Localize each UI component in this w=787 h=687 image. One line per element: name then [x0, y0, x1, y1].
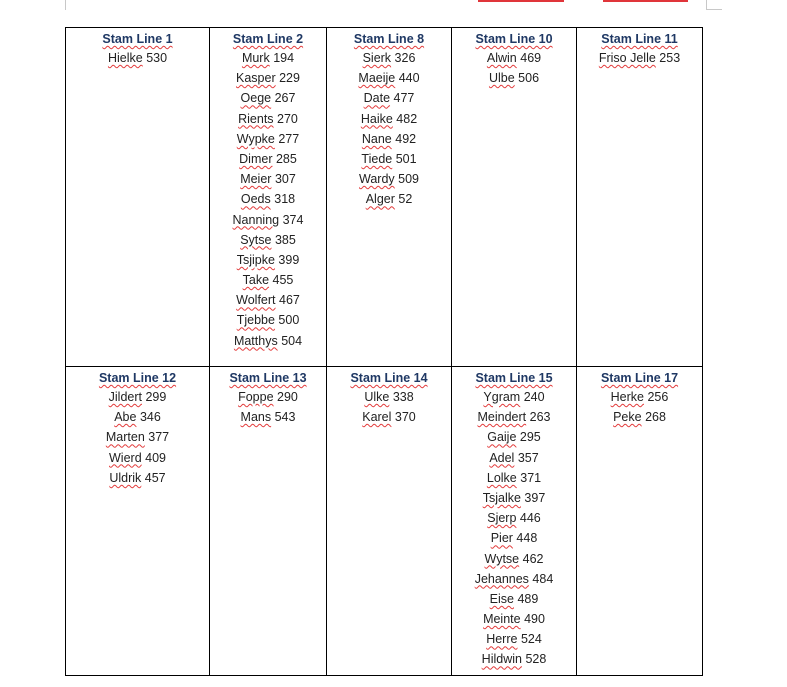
stam-line-header: Stam Line 8	[353, 32, 425, 46]
person-name: Wypke	[236, 131, 275, 146]
name-entry	[210, 210, 326, 230]
person-number: 52	[398, 192, 413, 207]
stam-line-header: Stam Line 14	[350, 371, 428, 385]
name-entry	[452, 68, 576, 88]
person-name: Oeds	[240, 192, 271, 207]
person-name: Alger	[365, 192, 395, 207]
person-name: Karel	[362, 410, 392, 425]
person-name: Ygram	[483, 390, 521, 404]
person-name: Take	[242, 273, 270, 288]
person-name: Meindert	[477, 410, 527, 425]
name-entry	[210, 129, 326, 149]
stam-line-cell[interactable]	[452, 28, 577, 367]
name-entry	[210, 270, 326, 290]
person-name: Oege	[240, 91, 272, 106]
stam-line-cell[interactable]	[452, 367, 577, 676]
person-number: 506	[518, 71, 540, 86]
person-name: Foppe	[238, 390, 274, 404]
person-number: 307	[274, 172, 296, 187]
red-mark	[603, 0, 688, 2]
person-name: Tiede	[361, 151, 393, 166]
name-entry	[210, 230, 326, 250]
person-number: 229	[279, 71, 300, 86]
name-entry	[452, 569, 576, 589]
person-number: 370	[394, 410, 416, 425]
person-name: Rients	[238, 111, 274, 126]
person-name: Sierk	[362, 51, 392, 65]
name-entry	[577, 407, 702, 427]
stam-line-cell[interactable]	[327, 28, 452, 367]
name-entry	[452, 589, 576, 609]
stam-line-cell[interactable]	[577, 367, 703, 676]
person-number: 377	[148, 430, 170, 445]
name-entry	[452, 549, 576, 569]
name-entry	[452, 427, 576, 447]
name-entry	[327, 387, 451, 407]
stam-line-header: Stam Line 15	[475, 371, 553, 385]
person-number: 509	[398, 172, 419, 187]
person-name: Sjerp	[487, 511, 517, 526]
person-name: Uldrik	[109, 470, 142, 485]
name-list	[577, 48, 702, 68]
person-name: Ulbe	[488, 71, 515, 86]
person-number: 397	[524, 490, 546, 505]
stam-line-cell[interactable]	[66, 367, 210, 676]
person-name: Ulke	[364, 390, 390, 404]
name-entry	[210, 88, 326, 108]
name-list	[66, 387, 209, 488]
red-mark	[478, 0, 564, 2]
name-list	[66, 48, 209, 68]
person-number: 504	[281, 333, 303, 348]
person-number: 469	[520, 51, 542, 65]
stam-line-cell[interactable]	[66, 28, 210, 367]
person-number: 467	[279, 293, 300, 308]
person-number: 253	[659, 51, 681, 65]
name-entry	[210, 407, 326, 427]
name-entry	[327, 407, 451, 427]
person-name: Pier	[490, 531, 513, 546]
person-name: Sytse	[240, 232, 272, 247]
name-entry	[327, 149, 451, 169]
name-entry	[210, 387, 326, 407]
name-entry	[452, 528, 576, 548]
person-name: Dimer	[239, 151, 273, 166]
name-entry	[210, 149, 326, 169]
name-entry	[452, 488, 576, 508]
stam-line-cell[interactable]	[210, 28, 327, 367]
person-number: 500	[278, 313, 300, 328]
person-name: Herre	[486, 632, 518, 647]
person-name: Friso Jelle	[598, 51, 656, 65]
name-entry	[452, 508, 576, 528]
person-number: 357	[517, 450, 539, 465]
person-name: Tsjipke	[236, 252, 275, 267]
person-name: Hielke	[107, 51, 143, 65]
person-number: 484	[532, 571, 554, 586]
person-name: Mans	[240, 410, 272, 425]
stam-line-header: Stam Line 10	[475, 32, 553, 46]
name-entry	[327, 48, 451, 68]
person-number: 263	[529, 410, 551, 425]
name-entry	[327, 169, 451, 189]
person-number: 528	[525, 652, 547, 667]
person-name: Wolfert	[236, 293, 276, 308]
stam-line-cell[interactable]	[577, 28, 703, 367]
person-name: Alwin	[486, 51, 517, 65]
name-entry	[577, 48, 702, 68]
person-name: Hildwin	[481, 652, 522, 667]
person-number: 462	[522, 551, 544, 566]
page-corner-mark	[706, 9, 722, 10]
person-number: 448	[516, 531, 538, 546]
name-entry	[210, 169, 326, 189]
person-name: Date	[363, 91, 391, 106]
person-number: 440	[398, 71, 420, 86]
name-entry	[452, 649, 576, 669]
table-row	[66, 367, 703, 676]
person-name: Matthys	[233, 333, 278, 348]
person-name: Nane	[361, 131, 392, 146]
person-name: Jehannes	[474, 571, 529, 586]
name-entry	[327, 88, 451, 108]
name-entry	[327, 68, 451, 88]
name-entry	[327, 109, 451, 129]
person-number: 285	[275, 151, 297, 166]
name-list	[210, 48, 326, 351]
name-entry	[210, 250, 326, 270]
name-entry	[210, 290, 326, 310]
name-entry	[210, 310, 326, 330]
name-entry	[452, 407, 576, 427]
name-entry	[210, 68, 326, 88]
stam-line-header: Stam Line 1	[102, 32, 173, 46]
person-number: 338	[392, 390, 414, 404]
name-list	[452, 48, 576, 88]
person-number: 299	[145, 390, 167, 404]
stam-line-header: Stam Line 13	[229, 371, 307, 385]
person-number: 374	[282, 212, 304, 227]
person-number: 277	[278, 131, 300, 146]
name-entry	[66, 387, 209, 407]
name-entry	[452, 468, 576, 488]
name-entry	[66, 468, 209, 488]
stam-line-cell[interactable]	[210, 367, 327, 676]
person-number: 530	[146, 51, 168, 65]
name-entry	[66, 448, 209, 468]
person-number: 267	[274, 91, 296, 106]
name-entry	[210, 109, 326, 129]
person-name: Tsjalke	[482, 490, 521, 505]
name-entry	[66, 407, 209, 427]
person-name: Adel	[489, 450, 515, 465]
person-number: 482	[396, 111, 418, 126]
person-number: 501	[395, 151, 417, 166]
name-entry	[210, 189, 326, 209]
person-name: Kasper	[236, 71, 276, 86]
name-list	[210, 387, 326, 427]
name-entry	[66, 427, 209, 447]
name-list	[452, 387, 576, 670]
person-number: 326	[394, 51, 416, 65]
stam-line-header: Stam Line 17	[600, 371, 679, 385]
person-number: 524	[520, 632, 542, 647]
person-name: Herke	[610, 390, 644, 404]
person-name: Wierd	[109, 450, 142, 465]
person-number: 371	[520, 470, 542, 485]
person-number: 295	[519, 430, 541, 445]
person-name: Nanning	[232, 212, 280, 227]
name-list	[327, 387, 451, 427]
name-entry	[452, 387, 576, 407]
name-entry	[210, 331, 326, 351]
person-name: Gaije	[487, 430, 517, 445]
person-name: Wardy	[359, 172, 395, 187]
person-name: Marten	[105, 430, 145, 445]
name-entry	[66, 48, 209, 68]
name-entry	[210, 48, 326, 68]
name-list	[327, 48, 451, 210]
person-number: 477	[393, 91, 415, 106]
person-name: Abe	[114, 410, 137, 425]
person-number: 543	[274, 410, 296, 425]
person-name: Eise	[489, 591, 514, 606]
person-number: 346	[139, 410, 161, 425]
stam-line-table	[65, 27, 703, 676]
person-number: 490	[524, 612, 545, 627]
person-name: Haike	[360, 111, 393, 126]
name-entry	[452, 629, 576, 649]
person-number: 489	[517, 591, 539, 606]
person-number: 256	[647, 390, 669, 404]
name-entry	[327, 129, 451, 149]
person-number: 290	[277, 390, 298, 404]
person-name: Maeije	[358, 71, 396, 86]
person-number: 194	[273, 51, 295, 65]
person-name: Lolke	[486, 470, 517, 485]
person-name: Jildert	[108, 390, 142, 404]
table-row	[66, 28, 703, 367]
person-number: 399	[278, 252, 300, 267]
name-list	[577, 387, 702, 427]
person-name: Meinte	[483, 612, 521, 627]
person-number: 457	[144, 470, 166, 485]
person-number: 318	[274, 192, 296, 207]
person-number: 409	[145, 450, 166, 465]
person-name: Murk	[241, 51, 270, 65]
person-number: 492	[395, 131, 417, 146]
name-entry	[577, 387, 702, 407]
person-number: 385	[274, 232, 296, 247]
person-number: 455	[272, 273, 294, 288]
name-entry	[452, 609, 576, 629]
person-number: 240	[523, 390, 545, 404]
name-entry	[452, 48, 576, 68]
person-number: 268	[645, 410, 666, 425]
person-name: Tjebbe	[236, 313, 275, 328]
person-name: Meier	[240, 172, 272, 187]
person-name: Wytse	[484, 551, 520, 566]
person-name: Peke	[613, 410, 642, 425]
stam-line-header: Stam Line 2	[232, 32, 304, 46]
name-entry	[327, 189, 451, 209]
name-entry	[452, 448, 576, 468]
person-number: 270	[277, 111, 298, 126]
stam-line-header: Stam Line 12	[98, 371, 177, 385]
stam-line-cell[interactable]	[327, 367, 452, 676]
person-number: 446	[519, 511, 541, 526]
page-corner-mark	[65, 0, 66, 10]
stam-line-header: Stam Line 11	[601, 32, 678, 46]
